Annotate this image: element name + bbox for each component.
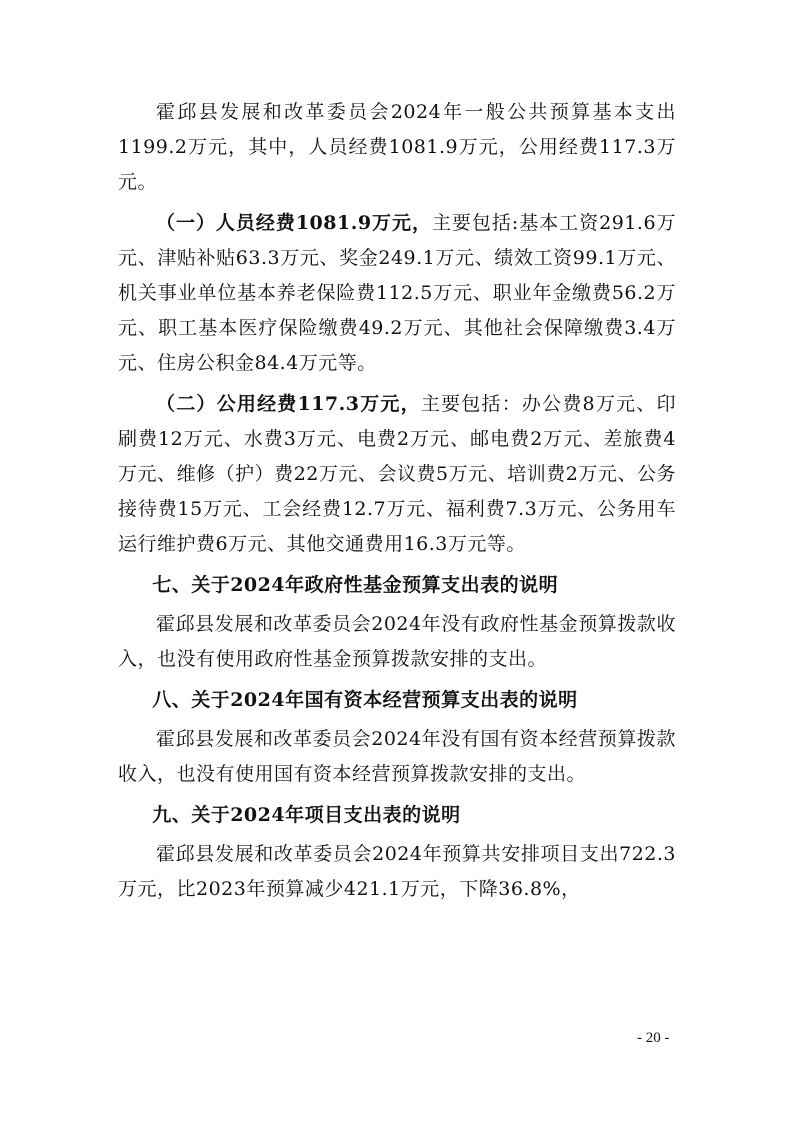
personnel-expenses-detail: 主要包括:基本工资291.6万元、津贴补贴63.3万元、奖金249.1万元、绩效工资99.1万元、机关事业单位基本养老保险费112.5万元、职业年金缴费56.2万元、职工基本医疗保险缴费49.2万元、其他社会保障缴费3.4万元、住房公积金84.4万元等。 xyxy=(118,212,677,374)
paragraph-section-8: 霍邱县发展和改革委员会2024年没有国有资本经营预算拨款收入，也没有使用国有资本经营预算拨款安排的支出。 xyxy=(118,728,676,785)
heading-section-9: 九、关于2024年项目支出表的说明 xyxy=(152,804,461,826)
personnel-expenses-lead: （一）人员经费1081.9万元， xyxy=(156,212,432,234)
public-expenses-lead: （二）公用经费117.3万元， xyxy=(156,393,421,415)
page-number: - 20 - xyxy=(637,1030,670,1046)
paragraph-basic-expenditure: 霍邱县发展和改革委员会2024年一般公共预算基本支出1199.2万元，其中，人员经费1081.9万元，公用经费117.3万元。 xyxy=(118,101,676,193)
paragraph-section-9: 霍邱县发展和改革委员会2024年预算共安排项目支出722.3万元，比2023年预算减少421.1万元，下降36.8%， xyxy=(118,843,676,900)
heading-section-7: 七、关于2024年政府性基金预算支出表的说明 xyxy=(152,574,559,596)
document-body xyxy=(118,95,676,913)
paragraph-personnel-expenses xyxy=(118,206,676,381)
paragraph-public-expenses xyxy=(118,387,676,562)
public-expenses-detail: 主要包括：办公费8万元、印刷费12万元、水费3万元、电费2万元、邮电费2万元、差旅费4万元、维修（护）费22万元、会议费5万元、培训费2万元、公务接待费15万元、工会经费12.7万元、福利费7.3万元、公务用车运行维护费6万元、其他交通费用16.3万元等。 xyxy=(118,393,676,555)
heading-section-8: 八、关于2024年国有资本经营预算支出表的说明 xyxy=(152,689,578,711)
paragraph-section-7: 霍邱县发展和改革委员会2024年没有政府性基金预算拨款收入，也没有使用政府性基金预算拨款安排的支出。 xyxy=(118,613,676,670)
